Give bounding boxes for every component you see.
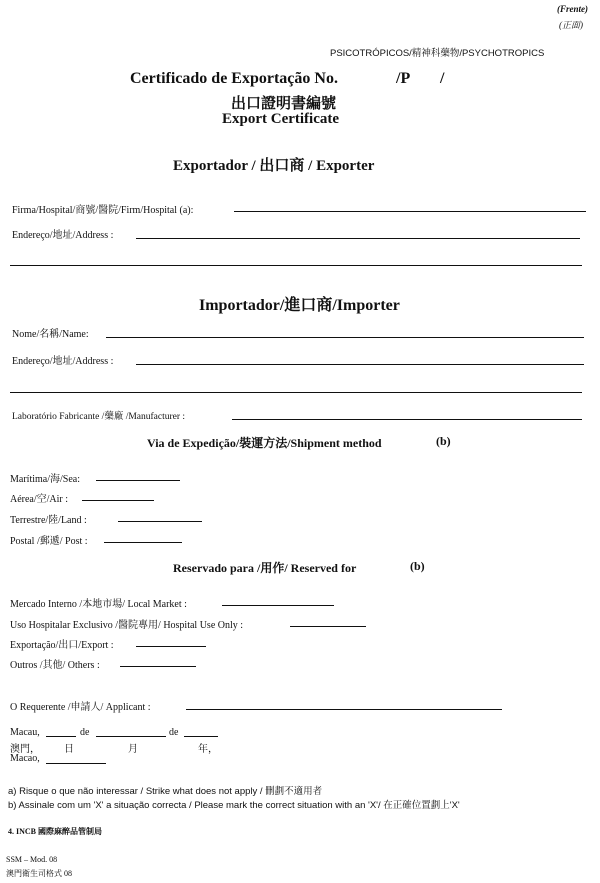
- certificate-p-mark: /P: [396, 70, 411, 87]
- importer-address-field[interactable]: [136, 364, 584, 365]
- reserved-hospital-field[interactable]: [290, 626, 366, 627]
- date-zh-month: 月: [128, 744, 138, 755]
- drug-class: PSICOTRÓPICOS/精神科藥物/PSYCHOTROPICS: [330, 48, 545, 59]
- applicant-label: O Requerente /申請人/ Applicant :: [10, 702, 151, 713]
- date-de-2: de: [169, 727, 179, 738]
- shipment-land-field[interactable]: [118, 521, 202, 522]
- note-b: b) Assinale com um 'X' a situação correcta / Please mark the correct situation with an 'X'/ 在正確位置劃上'X': [8, 800, 460, 811]
- certificate-title-en: Export Certificate: [222, 111, 340, 127]
- reserved-note: (b): [410, 559, 425, 573]
- shipment-post-field[interactable]: [104, 542, 182, 543]
- shipment-sea-field[interactable]: [96, 480, 180, 481]
- importer-address-label: Endereço/地址/Address :: [12, 356, 114, 367]
- reserved-others-field[interactable]: [120, 666, 196, 667]
- zhengmian-label: (正面): [559, 20, 583, 30]
- shipment-post-label: Postal /郵遞/ Post :: [10, 536, 88, 547]
- shipment-air-label: Aérea/空/Air :: [10, 494, 69, 505]
- certificate-title-zh: 出口證明書編號: [231, 96, 337, 112]
- exporter-address-label: Endereço/地址/Address :: [12, 230, 114, 241]
- reserved-local-label: Mercado Interno /本地市場/ Local Market :: [10, 599, 187, 610]
- manufacturer-label: Laboratório Fabricante /藥廠 /Manufacturer :: [12, 412, 186, 422]
- frente-label: (Frente): [557, 4, 588, 14]
- exporter-heading: Exportador / 出口商 / Exporter: [173, 158, 375, 174]
- date-zh-macau: 澳門，: [10, 744, 40, 755]
- reserved-export-field[interactable]: [136, 646, 206, 647]
- shipment-sea-label: Marítima/海/Sea:: [10, 474, 80, 485]
- footnote-incb: 4. INCB 國際麻醉品管制局: [8, 827, 103, 836]
- importer-address-field-2[interactable]: [10, 392, 582, 393]
- certificate-slash: /: [440, 70, 445, 87]
- date-day-field[interactable]: [46, 736, 76, 737]
- importer-name-field[interactable]: [106, 337, 584, 338]
- shipment-heading: Via de Expedição/裝運方法/Shipment method: [147, 436, 382, 450]
- reserved-heading: Reservado para /用作/ Reserved for: [173, 561, 357, 575]
- certificate-title-pt: Certificado de Exportação No.: [130, 70, 338, 87]
- date-zh-year: 年，: [198, 744, 218, 755]
- shipment-air-field[interactable]: [82, 500, 154, 501]
- date-year-field[interactable]: [184, 736, 218, 737]
- shipment-land-label: Terrestre/陸/Land :: [10, 515, 87, 526]
- reserved-local-field[interactable]: [222, 605, 334, 606]
- reserved-others-label: Outros /其他/ Others :: [10, 660, 100, 671]
- exporter-address-field-2[interactable]: [10, 265, 582, 266]
- date-macao: Macao,: [10, 753, 40, 764]
- importer-name-label: Nome/名稱/Name:: [12, 329, 89, 340]
- form-code: SSM – Mod. 08: [6, 855, 58, 864]
- importer-heading: Importador/進口商/Importer: [199, 297, 400, 314]
- firm-label: Firma/Hospital/商號/醫院/Firm/Hospital (a):: [12, 205, 194, 216]
- manufacturer-field[interactable]: [232, 419, 582, 420]
- exporter-address-field[interactable]: [136, 238, 580, 239]
- note-a: a) Risque o que não interessar / Strike what does not apply / 刪劃不適用者: [8, 786, 323, 797]
- form-code-zh: 澳門衛生司格式 08: [6, 869, 72, 878]
- date-de-1: de: [80, 727, 90, 738]
- shipment-note: (b): [436, 434, 451, 448]
- reserved-hospital-label: Uso Hospitalar Exclusivo /醫院專用/ Hospital Use Only :: [10, 620, 244, 631]
- firm-field[interactable]: [234, 211, 586, 212]
- date-macau: Macau,: [10, 727, 40, 738]
- date-zh-day: 日: [64, 744, 74, 755]
- date-month-field[interactable]: [96, 736, 166, 737]
- reserved-export-label: Exportação/出口/Export :: [10, 640, 114, 651]
- date-macao-field[interactable]: [46, 763, 106, 764]
- applicant-field[interactable]: [186, 709, 502, 710]
